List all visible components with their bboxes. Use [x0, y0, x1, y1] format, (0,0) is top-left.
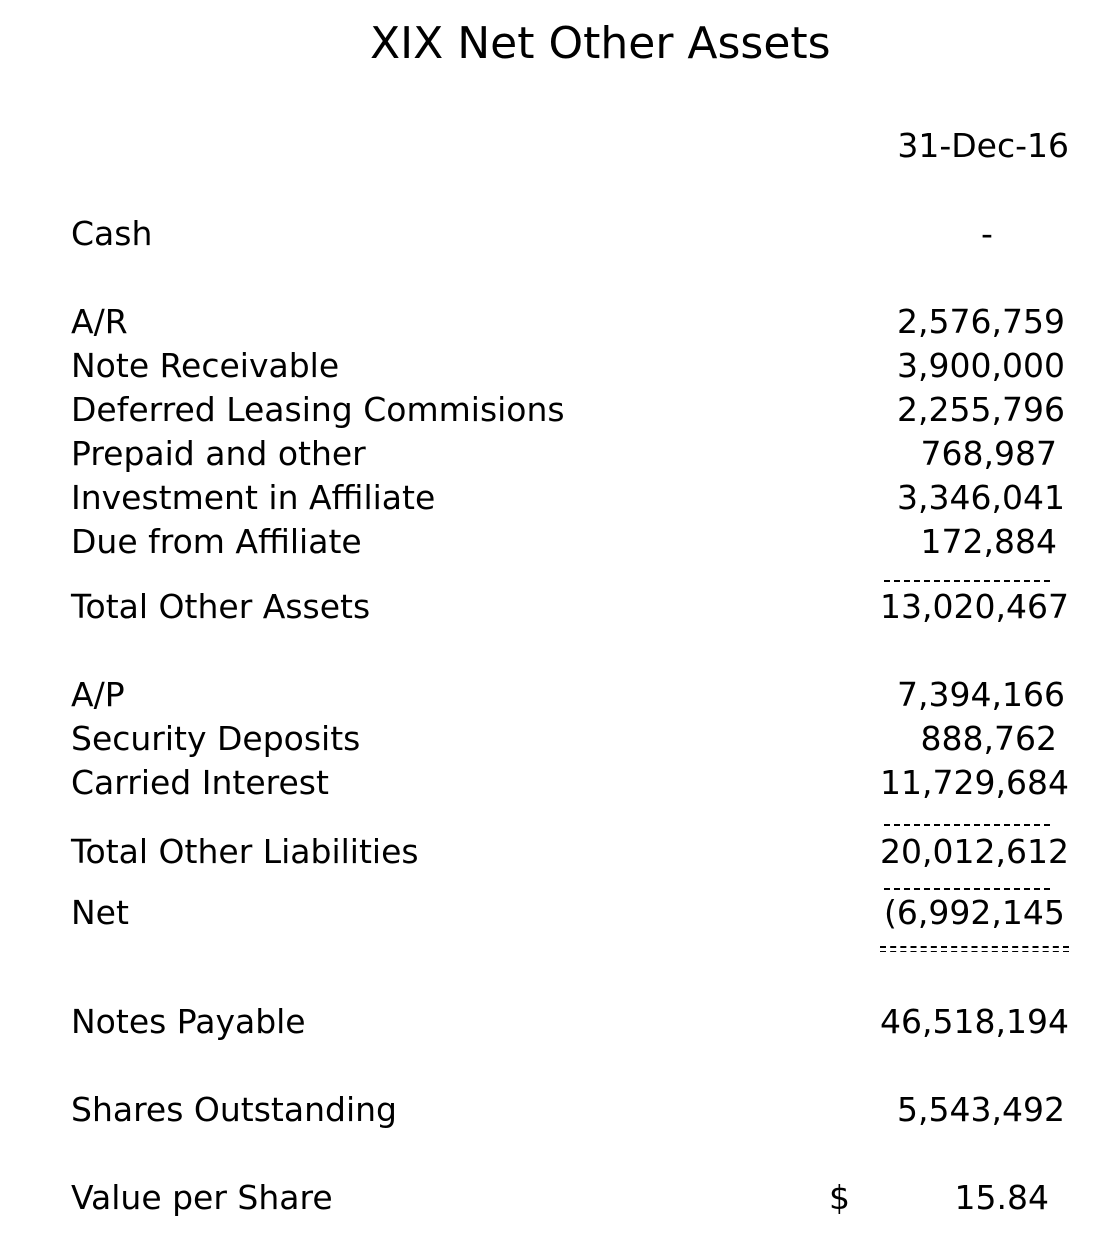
- row-value-deferred-leasing: 2,255,796: [897, 390, 1065, 429]
- row-label-carried-interest: Carried Interest: [71, 763, 329, 802]
- row-label-shares-outstanding: Shares Outstanding: [71, 1090, 397, 1129]
- row-label-cash: Cash: [71, 214, 153, 253]
- row-value-security-deposits: 888,762: [920, 719, 1057, 758]
- row-value-due-from-affiliate: 172,884: [920, 522, 1057, 561]
- row-label-due-from-affiliate: Due from Affiliate: [71, 522, 362, 561]
- row-value-notes-payable: 46,518,194: [880, 1002, 1069, 1041]
- row-value-note-receivable: 3,900,000: [897, 346, 1065, 385]
- subtotal-rule-assets: [884, 580, 1050, 582]
- row-label-total-other-liabilities: Total Other Liabilities: [71, 832, 419, 871]
- row-value-net: (6,992,145: [884, 893, 1065, 932]
- row-value-ap: 7,394,166: [897, 675, 1065, 714]
- row-label-ap: A/P: [71, 675, 125, 714]
- total-double-rule-net: [880, 946, 1069, 952]
- row-label-note-receivable: Note Receivable: [71, 346, 340, 385]
- page-title-text: XIX Net Other Assets: [370, 18, 831, 69]
- row-label-total-other-assets: Total Other Assets: [71, 587, 371, 626]
- row-label-ar: A/R: [71, 302, 128, 341]
- row-value-total-other-assets: 13,020,467: [880, 587, 1069, 626]
- row-label-notes-payable: Notes Payable: [71, 1002, 306, 1041]
- row-label-prepaid: Prepaid and other: [71, 434, 366, 473]
- row-value-cash: -: [981, 214, 993, 253]
- subtotal-rule-liabilities: [884, 824, 1050, 826]
- row-value-carried-interest: 11,729,684: [880, 763, 1069, 802]
- row-value-value-per-share: 15.84: [954, 1178, 1049, 1217]
- row-label-investment-affiliate: Investment in Affiliate: [71, 478, 436, 517]
- row-label-value-per-share: Value per Share: [71, 1178, 333, 1217]
- row-value-investment-affiliate: 3,346,041: [897, 478, 1065, 517]
- row-value-ar: 2,576,759: [897, 302, 1065, 341]
- row-label-deferred-leasing: Deferred Leasing Commisions: [71, 390, 565, 429]
- subtotal-rule-net: [884, 888, 1050, 890]
- column-header-date: 31-Dec-16: [897, 126, 1069, 165]
- row-label-net: Net: [71, 893, 129, 932]
- row-currency-value-per-share: $: [829, 1178, 850, 1217]
- page-title: [0, 18, 1107, 70]
- row-value-total-other-liabilities: 20,012,612: [880, 832, 1069, 871]
- row-label-security-deposits: Security Deposits: [71, 719, 361, 758]
- row-value-prepaid: 768,987: [920, 434, 1057, 473]
- row-value-shares-outstanding: 5,543,492: [897, 1090, 1065, 1129]
